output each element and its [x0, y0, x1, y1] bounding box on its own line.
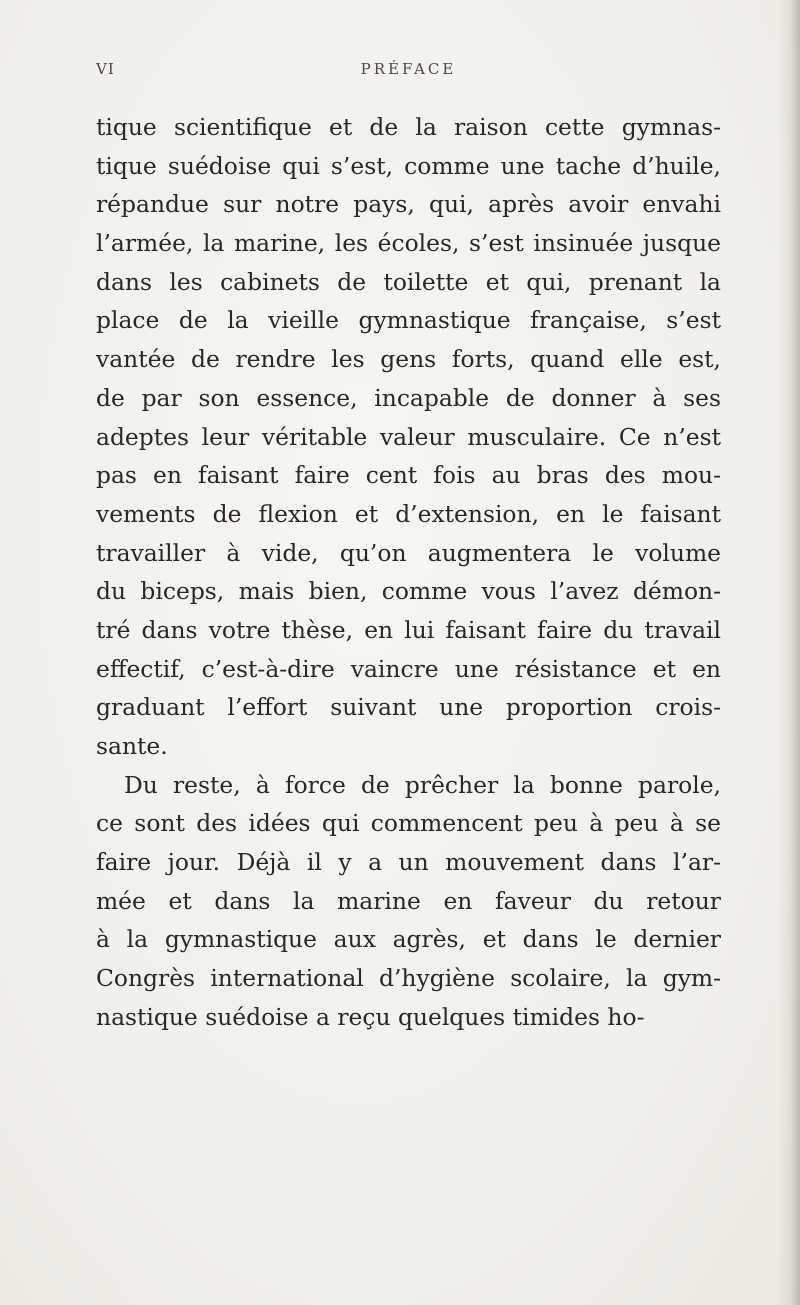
text-line: travailler à vide, qu’on augmentera le volume — [96, 538, 721, 567]
paragraph-1 — [96, 108, 721, 766]
text-line: tique suédoise qui s’est, comme une tache d’huile, — [96, 151, 721, 180]
text-line: place de la vieille gymnastique française, s’est — [96, 306, 721, 335]
paragraph-2 — [96, 766, 721, 1037]
text-line: graduant l’effort suivant une proportion crois- — [96, 693, 721, 722]
text-line: Congrès international d’hygiène scolaire, la gym- — [96, 964, 721, 993]
body-text — [96, 108, 721, 1037]
page-edge-shadow — [778, 0, 800, 1305]
text-line: vements de flexion et d’extension, en le faisant — [96, 499, 721, 528]
text-line: dans les cabinets de toilette et qui, prenant la — [96, 267, 721, 296]
running-head: PRÉFACE — [360, 60, 457, 78]
page-header — [96, 60, 721, 84]
text-line: pas en faisant faire cent fois au bras des mou- — [96, 461, 721, 490]
text-line: l’armée, la marine, les écoles, s’est insinuée jusque — [96, 229, 721, 258]
text-line: nastique suédoise a reçu quelques timides ho- — [96, 1002, 645, 1031]
text-line: tré dans votre thèse, en lui faisant faire du travail — [96, 615, 721, 644]
text-line: tique scientifique et de la raison cette gymnas- — [96, 113, 721, 141]
text-line: ce sont des idées qui commencent peu à peu à se — [96, 809, 721, 838]
text-line: effectif, c’est-à-dire vaincre une résistance et en — [96, 654, 721, 683]
text-line: adeptes leur véritable valeur musculaire. Ce n’est — [96, 422, 721, 451]
text-line: faire jour. Déjà il y a un mouvement dans l’ar- — [96, 848, 721, 877]
text-line: vantée de rendre les gens forts, quand elle est, — [96, 345, 721, 374]
page-number: VI — [96, 60, 115, 78]
text-line: répandue sur notre pays, qui, après avoir envahi — [96, 190, 721, 219]
text-line: à la gymnastique aux agrès, et dans le dernier — [96, 925, 721, 954]
text-line: de par son essence, incapable de donner à ses — [96, 383, 721, 412]
text-line: sante. — [96, 732, 168, 760]
text-line: du biceps, mais bien, comme vous l’avez démon- — [96, 577, 721, 606]
text-line: Du reste, à force de prêcher la bonne parole, — [124, 770, 721, 799]
text-line: mée et dans la marine en faveur du retour — [96, 886, 721, 915]
